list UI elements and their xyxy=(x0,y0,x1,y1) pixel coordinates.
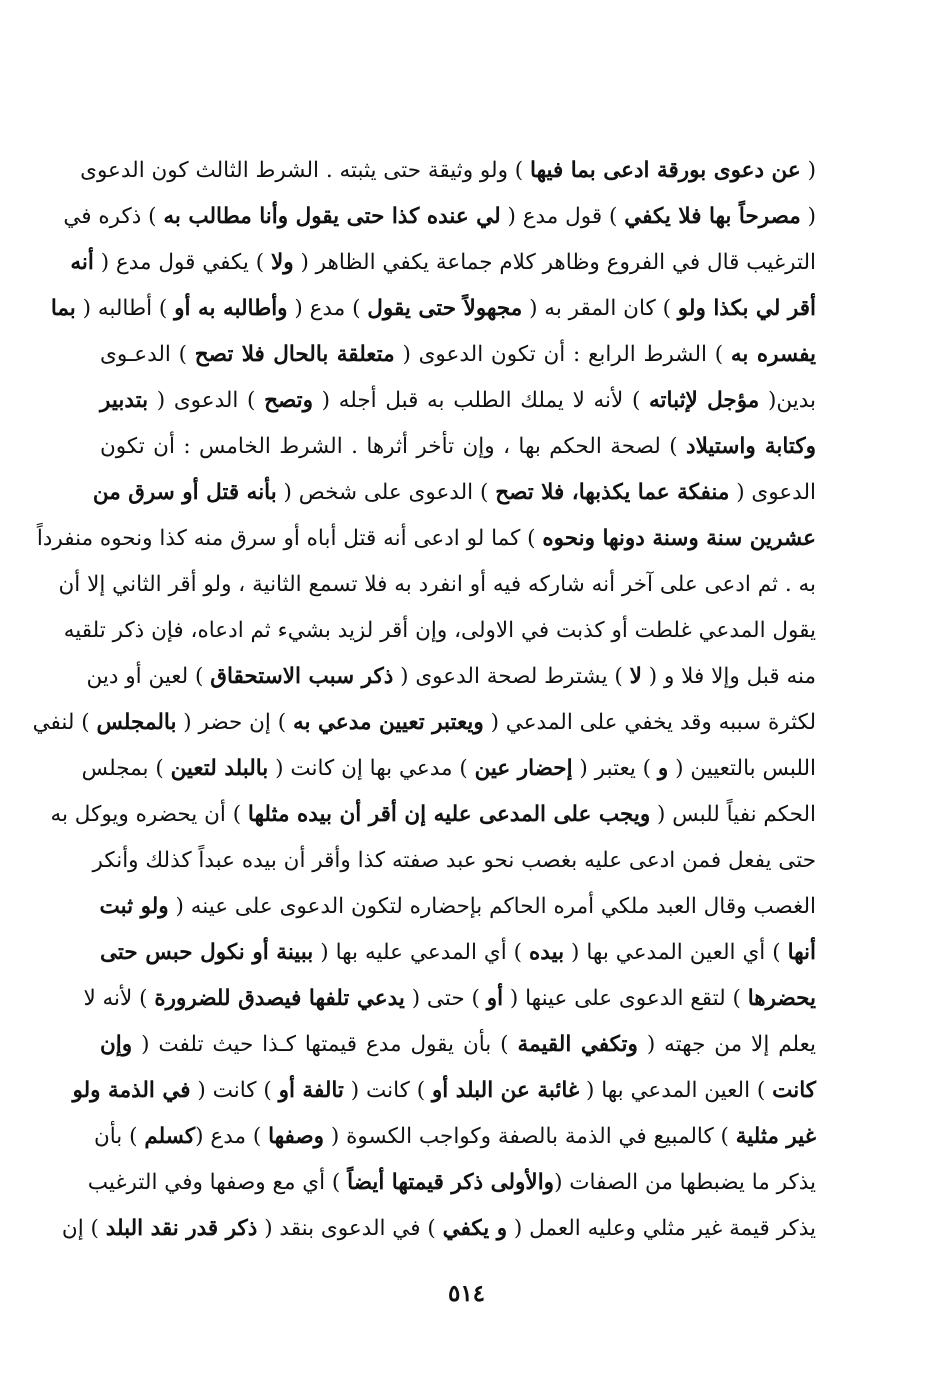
bold-text-segment: أنه xyxy=(70,250,94,275)
text-line xyxy=(100,332,816,378)
bold-text-segment: لا xyxy=(629,664,642,689)
text-segment: ) يعتبر ( xyxy=(572,756,658,781)
text-segment: اللبس بالتعيين ( xyxy=(668,756,816,781)
bold-text-segment: ذكر سبب الاستحقاق xyxy=(210,664,394,689)
bold-text-segment: ويجب على المدعى عليه إن أقر أن بيده مثلها xyxy=(247,802,651,827)
text-segment: ) كان المقر به ( xyxy=(522,296,678,321)
bold-text-segment: عن دعوى بورقة ادعى بما فيها xyxy=(530,158,801,183)
text-segment: بدين( xyxy=(759,388,817,413)
bold-text-segment: وكتابة واستيلاد xyxy=(686,434,816,459)
text-line xyxy=(86,654,816,700)
text-line xyxy=(93,1114,816,1160)
text-line xyxy=(92,838,816,884)
text-segment: ) لصحة الحكم بها ، وإن تأخر أثرها . الشرط الخامس : أن تكون xyxy=(100,434,687,459)
text-segment: ) لنفي xyxy=(32,710,97,735)
bold-text-segment: منفكة عما يكذبها، فلا تصح xyxy=(495,480,730,505)
text-segment: الترغيب قال في الفروع وظاهر كلام جماعة يكفي الظاهر ( xyxy=(293,250,816,275)
text-line xyxy=(72,1068,816,1114)
bold-text-segment: مجهولاً حتى يقول xyxy=(367,296,523,321)
text-line xyxy=(100,1022,816,1068)
text-segment: ) حتى ( xyxy=(404,986,487,1011)
text-line xyxy=(92,470,816,516)
bold-text-segment: غير مثلية xyxy=(735,1124,816,1149)
text-segment: ) كانت ( xyxy=(343,1078,432,1103)
bold-text-segment: أو xyxy=(486,986,504,1011)
bold-text-segment: أقر لي بكذا ولو xyxy=(677,296,816,321)
text-segment: ) ذكره في xyxy=(63,204,164,229)
bold-text-segment: ذكر قدر نقد البلد xyxy=(105,1216,258,1241)
text-line xyxy=(87,1160,816,1206)
bold-text-segment: لي عنده كذا حتى يقول وأنا مطالب به xyxy=(163,204,501,229)
text-line xyxy=(100,884,816,930)
text-segment: ) لأنه لا xyxy=(83,986,155,1011)
text-line xyxy=(32,700,816,746)
bold-text-segment: يحضرها xyxy=(747,986,816,1011)
text-line xyxy=(100,378,816,424)
text-segment: ) في الدعوى بنقد ( xyxy=(257,1216,443,1241)
bold-text-segment: عشرين سنة وسنة دونها ونحوه xyxy=(542,526,816,551)
text-segment: ) أي المدعي عليه بها ( xyxy=(313,940,530,965)
bold-text-segment: أنها xyxy=(787,940,817,965)
text-segment: ) أطالبه ( xyxy=(75,296,175,321)
text-segment: ) كما لو ادعى أنه قتل أباه أو سرق منه كذا ونحوه منفرداً xyxy=(36,526,543,551)
text-line xyxy=(50,792,816,838)
text-segment: ) كانت ( xyxy=(190,1078,279,1103)
bold-text-segment: ويعتبر تعيين مدعي به xyxy=(292,710,484,735)
text-segment: ) أي مع وصفها وفي الترغيب xyxy=(87,1170,348,1195)
text-segment: ( xyxy=(800,158,816,183)
text-segment: ) مدع ( xyxy=(195,1124,269,1149)
body-text xyxy=(32,148,817,1252)
text-segment: به . ثم ادعى على آخر أنه شاركه فيه أو انفرد به فلا تسمع الثانية ، ولو أقر الثاني إلا أن xyxy=(58,572,816,597)
text-line xyxy=(83,976,816,1022)
bold-text-segment: كانت xyxy=(772,1078,816,1103)
bold-text-segment: كسلم xyxy=(144,1124,196,1149)
text-segment: يقول المدعي غلطت أو كذبت في الاولى، وإن أقر لزيد بشيء ثم ادعاه، فإن ذكر تلقيه xyxy=(63,618,816,643)
bold-text-segment: وصفها xyxy=(268,1124,325,1149)
text-line xyxy=(63,608,816,654)
text-segment: ) بمجلس xyxy=(81,756,171,781)
text-segment: ) إن xyxy=(61,1216,106,1241)
text-line xyxy=(70,240,816,286)
bold-text-segment: و يكفي xyxy=(442,1216,508,1241)
text-segment: حتى يفعل فمن ادعى عليه بغصب نحو عبد صفته كذا وأقر أن بيده عبداً كذلك وأنكر xyxy=(92,848,816,873)
bold-text-segment: يدعي تلفها فيصدق للضرورة xyxy=(154,986,405,1011)
bold-text-segment: ولو ثبت xyxy=(99,894,169,919)
bold-text-segment: بيده xyxy=(529,940,565,965)
text-segment: ) أي العين المدعي بها ( xyxy=(564,940,788,965)
text-line xyxy=(80,148,816,194)
text-segment: يعلم إلا من جهته ( xyxy=(637,1032,816,1057)
bold-text-segment: وإن xyxy=(100,1032,133,1057)
text-line xyxy=(100,424,816,470)
text-segment: ) الدعوى ( xyxy=(148,388,265,413)
text-segment: ) أن يحضره ويوكل به xyxy=(50,802,248,827)
text-segment: الحكم نفياً للبس ( xyxy=(650,802,816,827)
text-segment: لكثرة سببه وقد يخفي على المدعي ( xyxy=(483,710,816,735)
bold-text-segment: ولا xyxy=(270,250,294,275)
text-segment: ) إن حضر ( xyxy=(176,710,293,735)
bold-text-segment: بالبلد لتعين xyxy=(170,756,269,781)
bold-text-segment: وتصح xyxy=(264,388,314,413)
bold-text-segment: وتكفي القيمة xyxy=(517,1032,638,1057)
bold-text-segment: بما xyxy=(50,296,76,321)
text-segment: ) بأن يقول مدع قيمتها كـذا حيث تلفت ( xyxy=(132,1032,518,1057)
text-line xyxy=(58,562,816,608)
text-segment: ) يكفي قول مدع ( xyxy=(93,250,271,275)
bold-text-segment: يفسره به xyxy=(730,342,816,367)
text-segment: ) الدعـوى xyxy=(100,342,195,367)
text-segment: ) الشرط الرابع : أن تكون الدعوى ( xyxy=(394,342,731,367)
bold-text-segment: متعلقة بالحال فلا تصح xyxy=(194,342,395,367)
bold-text-segment: إحضار عين xyxy=(474,756,573,781)
text-segment: ) ولو وثيقة حتى يثبته . الشرط الثالث كون الدعوى xyxy=(80,158,531,183)
bold-text-segment: تالفة أو xyxy=(278,1078,344,1103)
text-segment: ) كالمبيع في الذمة بالصفة وكواجب الكسوة ( xyxy=(324,1124,736,1149)
bold-text-segment: مصرحاً بها فلا يكفي xyxy=(624,204,801,229)
text-segment: ) لأنه لا يملك الطلب به قبل أجله ( xyxy=(313,388,650,413)
text-segment: الدعوى ( xyxy=(729,480,816,505)
text-segment: الغصب وقال العبد ملكي أمره الحاكم بإحضاره لتكون الدعوى على عينه ( xyxy=(168,894,816,919)
text-segment: ) مدعي بها إن كانت ( xyxy=(268,756,475,781)
text-line xyxy=(36,516,816,562)
text-segment: ) العين المدعي بها ( xyxy=(579,1078,773,1103)
text-line xyxy=(100,930,816,976)
text-segment: ) لعين أو دين xyxy=(86,664,211,689)
text-segment: ) لتقع الدعوى على عينها ( xyxy=(503,986,748,1011)
text-segment: ) بأن xyxy=(93,1124,145,1149)
text-segment: يذكر ما يضبطها من الصفات ( xyxy=(554,1170,816,1195)
text-line xyxy=(50,286,816,332)
text-line xyxy=(61,1206,816,1252)
bold-text-segment: مؤجل لإثباته xyxy=(649,388,760,413)
bold-text-segment: بتدبير xyxy=(100,388,149,413)
text-segment: منه قبل وإلا فلا و ( xyxy=(641,664,816,689)
bold-text-segment: بالمجلس xyxy=(96,710,177,735)
text-line xyxy=(63,194,816,240)
text-segment: ) يشترط لصحة الدعوى ( xyxy=(393,664,630,689)
bold-text-segment: في الذمة ولو xyxy=(72,1078,191,1103)
bold-text-segment: غائبة عن البلد أو xyxy=(431,1078,580,1103)
text-segment: ( xyxy=(800,204,816,229)
bold-text-segment: بأنه قتل أو سرق من xyxy=(92,480,277,505)
text-segment: ) مدع ( xyxy=(287,296,368,321)
bold-text-segment: و xyxy=(657,756,669,781)
text-segment: ) الدعوى على شخص ( xyxy=(276,480,496,505)
bold-text-segment: ببينة أو نكول حبس حتى xyxy=(100,940,314,965)
page-number: ٥١٤ xyxy=(447,1280,486,1307)
bold-text-segment: والأولى ذكر قيمتها أيضاً xyxy=(347,1170,555,1195)
bold-text-segment: وأطالبه به أو xyxy=(174,296,288,321)
text-line xyxy=(81,746,816,792)
text-segment: يذكر قيمة غير مثلي وعليه العمل ( xyxy=(507,1216,816,1241)
text-segment: ) قول مدع ( xyxy=(500,204,625,229)
